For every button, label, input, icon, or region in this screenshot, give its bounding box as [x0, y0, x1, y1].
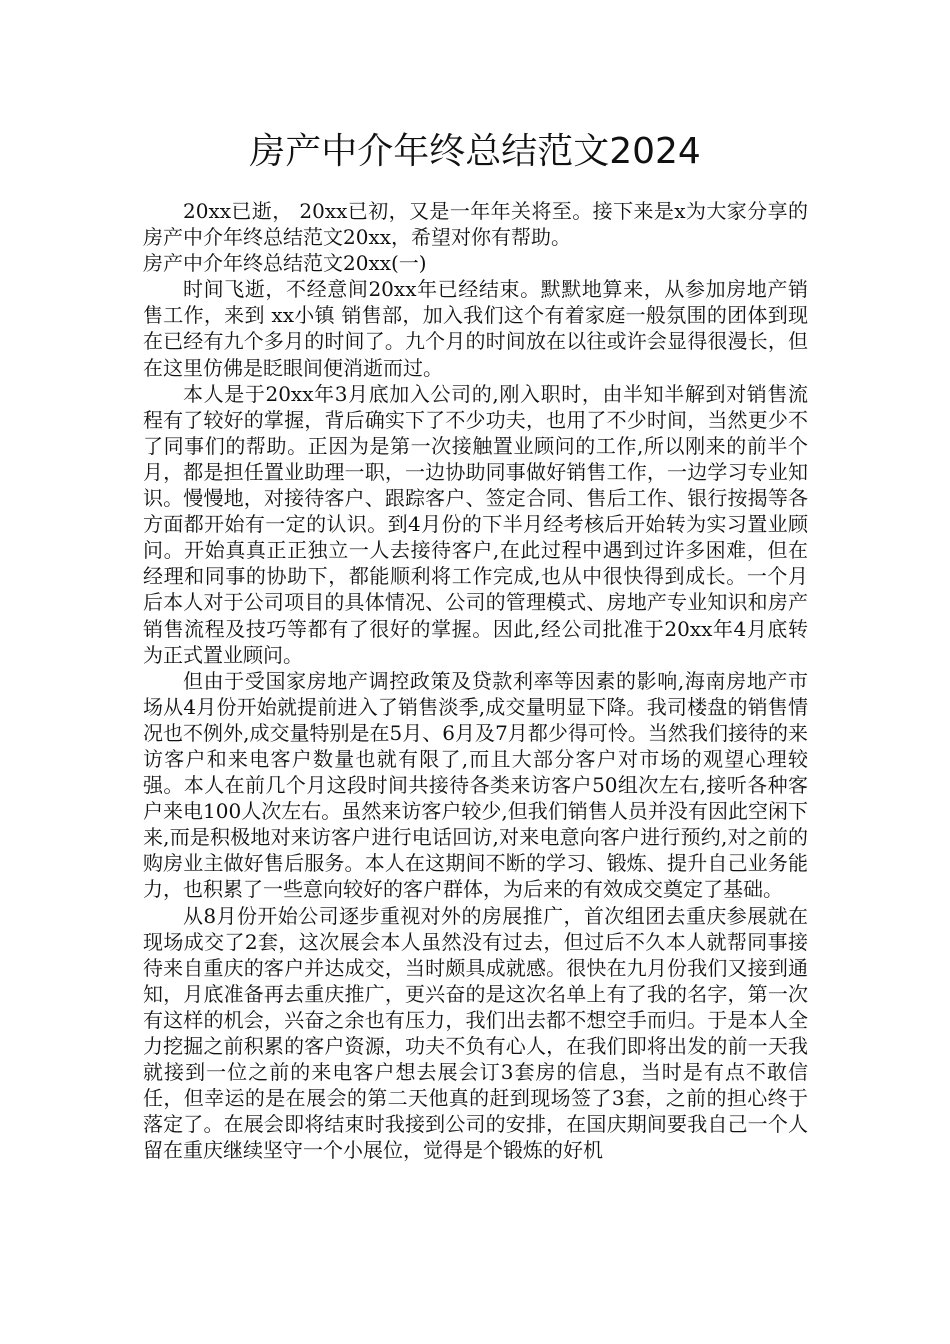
body-paragraph: 本人是于20xx年3月底加入公司的,刚入职时，由半知半解到对销售流程有了较好的掌握，背后确实下了不少功夫，也用了不少时间，当然更少不了同事们的帮助。正因为是第一次接触置业顾问的工作,所以刚来的前半个月，都是担任置业助理一职，一边协助同事做好销售工作，一边学习专业知识。慢慢地，对接待客户、跟踪客户、签定合同、售后工作、银行按揭等各方面都开始有一定的认识。到4月份的下半月经考核后开始转为实习置业顾问。开始真真正正独立一人去接待客户,在此过程中遇到过许多困难，但在经理和同事的协助下，都能顺利将工作完成,也从中很快得到成长。一个月后本人对于公司项目的具体情况、公司的管理模式、房地产专业知识和房产销售流程及技巧等都有了很好的掌握。因此,经公司批准于20xx年4月底转为正式置业顾问。	[143, 381, 808, 667]
body-paragraph: 时间飞逝，不经意间20xx年已经结束。默默地算来，从参加房地产销售工作，来到 xx小镇 销售部，加入我们这个有着家庭一般氛围的团体到现在已经有九个多月的时间了。九个月的时间放在以往或许会显得很漫长，但在这里仿佛是眨眼间便消逝而过。	[143, 277, 808, 380]
body-paragraph: 但由于受国家房地产调控政策及贷款利率等因素的影响,海南房地产市场从4月份开始就提前进入了销售淡季,成交量明显下降。我司楼盘的销售情况也不例外,成交量特别是在5月、6月及7月都少得可怜。当然我们接待的来访客户和来电客户数量也就有限了,而且大部分客户对市场的观望心理较强。本人在前几个月这段时间共接待各类来访客户50组次左右,接听各种客户来电100人次左右。虽然来访客户较少,但我们销售人员并没有因此空闲下来,而是积极地对来访客户进行电话回访,对来电意向客户进行预约,对之前的购房业主做好售后服务。本人在这期间不断的学习、锻炼、提升自己业务能力，也积累了一些意向较好的客户群体，为后来的有效成交奠定了基础。	[143, 668, 808, 902]
section-heading: 房产中介年终总结范文20xx(一)	[143, 251, 427, 276]
document-title: 房产中介年终总结范文2024	[249, 131, 701, 172]
intro-paragraph: 20xx已逝， 20xx已初，又是一年年关将至。接下来是x为大家分享的房产中介年终总结范文20xx，希望对你有帮助。	[143, 199, 808, 250]
document-body	[143, 198, 808, 1163]
body-paragraph: 从8月份开始公司逐步重视对外的房展推广，首次组团去重庆参展就在现场成交了2套，这次展会本人虽然没有过去，但过后不久本人就帮同事接待来自重庆的客户并达成交，当时颇具成就感。很快在九月份我们又接到通知，月底准备再去重庆推广，更兴奋的是这次名单上有了我的名字，第一次有这样的机会，兴奋之余也有压力，我们出去都不想空手而归。于是本人全力挖掘之前积累的客户资源，功夫不负有心人，在我们即将出发的前一天我就接到一位之前的来电客户想去展会订3套房的信息，当时是有点不敢信任，但幸运的是在展会的第二天他真的赶到现场签了3套，之前的担心终于落定了。在展会即将结束时我接到公司的安排，在国庆期间要我自己一个人留在重庆继续坚守一个小展位，觉得是个锻炼的好机	[143, 903, 808, 1163]
